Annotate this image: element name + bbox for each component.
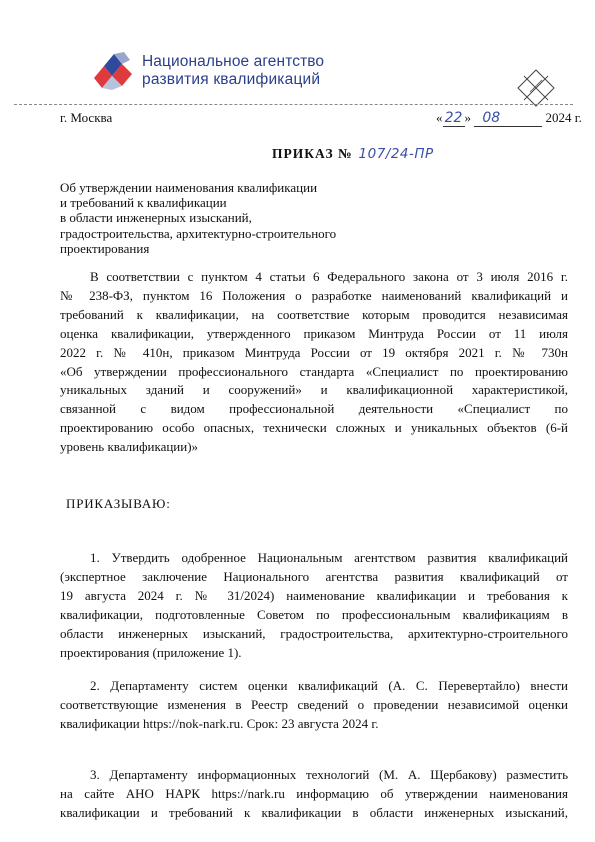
order-item-3 bbox=[60, 766, 568, 823]
date-blank bbox=[508, 110, 542, 127]
date-month: 08 bbox=[482, 110, 501, 126]
order-date bbox=[436, 110, 582, 127]
date-year: 2024 г. bbox=[545, 110, 582, 125]
date-open-quote: « bbox=[436, 110, 443, 125]
order-title bbox=[272, 146, 434, 162]
paragraph-line: квалификации и требований к квалификации в области инженерных изысканий, bbox=[60, 804, 568, 820]
subject-line: проектирования bbox=[60, 240, 150, 256]
paragraph-line: «Об утверждении профессионального стандарта «Специалист по проектированию bbox=[60, 363, 568, 379]
paragraph-line: области инженерных изысканий, градостроительства, архитектурно-строительного bbox=[60, 625, 568, 641]
paragraph-line: уникальных зданий и сооружений» и квалификационной характеристикой, bbox=[60, 382, 568, 398]
paragraph-line: № 238-ФЗ, пунктом 16 Положения о разработке наименований квалификаций и bbox=[60, 287, 568, 303]
nark-logo-icon bbox=[92, 52, 136, 92]
city: г. Москва bbox=[60, 110, 113, 125]
date-day-field bbox=[443, 110, 465, 127]
paragraph-line: В соответствии с пунктом 4 статьи 6 Федерального закона от 3 июля 2016 г. bbox=[90, 269, 568, 284]
subject-line: и требований к квалификации bbox=[60, 195, 227, 211]
paragraph-line: требований к квалификации, на соответствие которым проводится независимая bbox=[60, 306, 568, 322]
date-day: 22 bbox=[444, 110, 463, 126]
header-divider bbox=[14, 104, 573, 105]
subject-line: Об утверждении наименования квалификации bbox=[60, 180, 318, 195]
order-directive: ПРИКАЗЫВАЮ: bbox=[66, 496, 171, 511]
paragraph-line: 3. Департаменту информационных технологий (М. А. Щербакову) разместить bbox=[90, 767, 568, 782]
paragraph-line: соответствующие изменения в Реестр сведений о проведении независимой оценки bbox=[60, 696, 568, 712]
paragraph-line: (экспертное заключение Национального агентства развития квалификаций от bbox=[60, 568, 568, 584]
paragraph-line: квалификации, подготовленные Советом по профессиональным квалификациям в bbox=[60, 606, 568, 622]
date-month-field bbox=[474, 110, 508, 127]
subject-line: в области инженерных изысканий, bbox=[60, 210, 252, 226]
order-number: 107/24-ПР bbox=[358, 146, 434, 162]
paragraph-line: проектирования (приложение 1). bbox=[60, 644, 242, 660]
paragraph-line: квалификации https://nok-nark.ru. Срок: 23 августа 2024 г. bbox=[60, 715, 379, 731]
paragraph-line: связанной с видом профессиональной деятельности «Специалист по bbox=[60, 401, 568, 417]
organization-name bbox=[142, 53, 324, 89]
org-name-line2: развития квалификаций bbox=[142, 71, 321, 88]
paragraph-line: на сайте АНО НАРК https://nark.ru информацию об утверждении наименования bbox=[60, 785, 568, 801]
paragraph-line: 19 августа 2024 г. № 31/2024) наименование квалификации и требования к bbox=[60, 587, 568, 603]
org-name-line1: Национальное агентство bbox=[142, 53, 325, 70]
paragraph-line: 1. Утвердить одобренное Национальным агентством развития квалификаций bbox=[90, 550, 568, 565]
paragraph-line: проектированию особо опасных, технически сложных и уникальных объектов (6-й bbox=[60, 420, 568, 436]
order-item-2 bbox=[60, 677, 568, 734]
order-title-label: ПРИКАЗ № bbox=[272, 146, 353, 161]
paragraph-line: 2022 г. № 410н, приказом Минтруда России от 19 октября 2021 г. № 730н bbox=[60, 344, 568, 360]
paragraph-line: уровень квалификации)» bbox=[60, 439, 199, 455]
order-item-1 bbox=[60, 549, 568, 662]
intro-paragraph bbox=[60, 268, 568, 457]
order-subject bbox=[60, 180, 380, 256]
subject-line: градостроительства, архитектурно-строительного bbox=[60, 225, 337, 241]
paragraph-line: 2. Департаменту систем оценки квалификаций (А. С. Перевертайло) внести bbox=[90, 678, 568, 693]
date-close-quote: » bbox=[464, 110, 471, 125]
paragraph-line: оценка квалификации, утвержденного приказом Минтруда России от 11 июля bbox=[60, 325, 568, 341]
